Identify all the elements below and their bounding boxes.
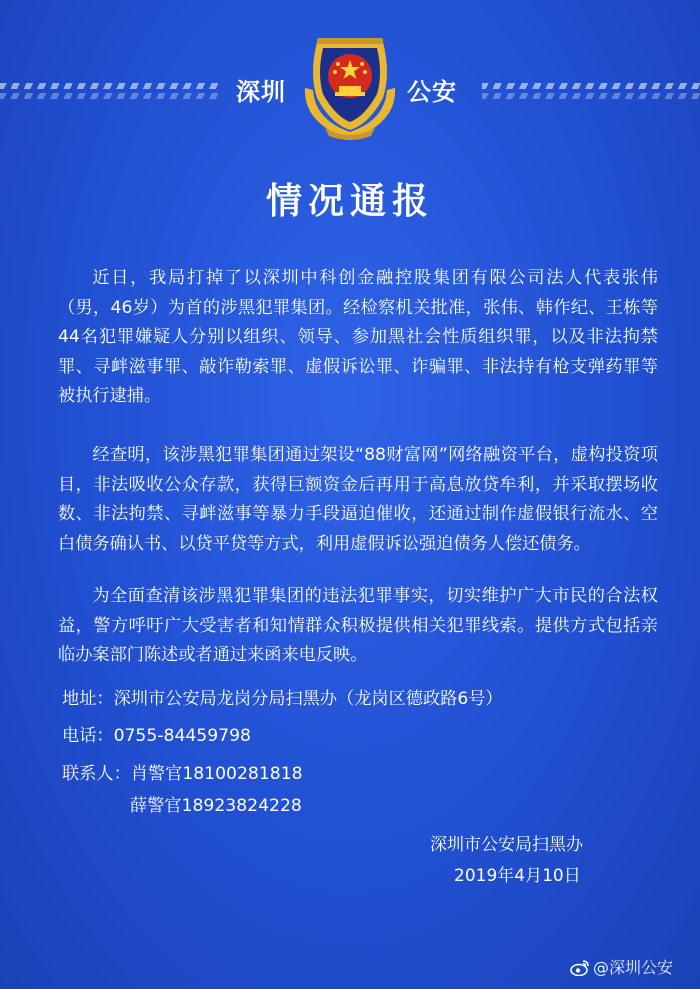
org-name-left: 深圳 xyxy=(236,78,286,106)
signature-org: 深圳市公安局扫黑办 xyxy=(430,835,583,855)
weibo-icon xyxy=(570,959,590,976)
contact-phone: 电话：0755-84459798 xyxy=(62,726,251,746)
notice-paragraph-2: 经查明，该涉黑犯罪集团通过架设“88财富网”网络融资平台，虚构投资项目，非法吸收公众存款，获得巨额资金后再用于高息放贷牟利，并采取摆场收数、非法拘禁、寻衅滋事等暴力手段逼迫催收，还通过制作虚假银行流水、空白债务确认书、以贷平贷等方式，利用虚假诉讼强迫债务人偿还债务。 xyxy=(58,445,658,554)
police-emblem-icon xyxy=(295,28,405,143)
header-stripes-right xyxy=(482,80,700,102)
weibo-watermark xyxy=(570,955,673,978)
header-band xyxy=(0,0,700,150)
header-stripes-left xyxy=(0,80,218,102)
notice-paragraph-3: 为全面查清该涉黑犯罪集团的违法犯罪事实，切实维护广大市民的合法权益，警方呼吁广大受害者和知情群众积极提供相关犯罪线索。提供方式包括亲临办案部门陈述或者通过来函来电反映。 xyxy=(58,586,658,665)
org-name-right: 公安 xyxy=(407,78,457,106)
notice-paragraph-1: 近日，我局打掉了以深圳中科创金融控股集团有限公司法人代表张伟（男，46岁）为首的涉黑犯罪集团。经检察机关批准，张伟、韩作纪、王栋等44名犯罪嫌疑人分别以组织、领导、参加黑社会性质组织罪，以及非法拘禁罪、寻衅滋事罪、敲诈勒索罪、虚假诉讼罪、诈骗罪、非法持有枪支弹药罪等被执行逮捕。 xyxy=(58,268,658,406)
notice-title: 情况通报 xyxy=(265,181,434,222)
watermark-text: @深圳公安 xyxy=(593,958,674,977)
contact-address: 地址：深圳市公安局龙岗分局扫黑办（龙岗区德政路6号） xyxy=(62,689,503,709)
contact-person-2: 薛警官18923824228 xyxy=(130,796,302,816)
contact-person-1: 联系人：肖警官18100281818 xyxy=(62,764,303,784)
signature-date: 2019年4月10日 xyxy=(454,866,581,886)
